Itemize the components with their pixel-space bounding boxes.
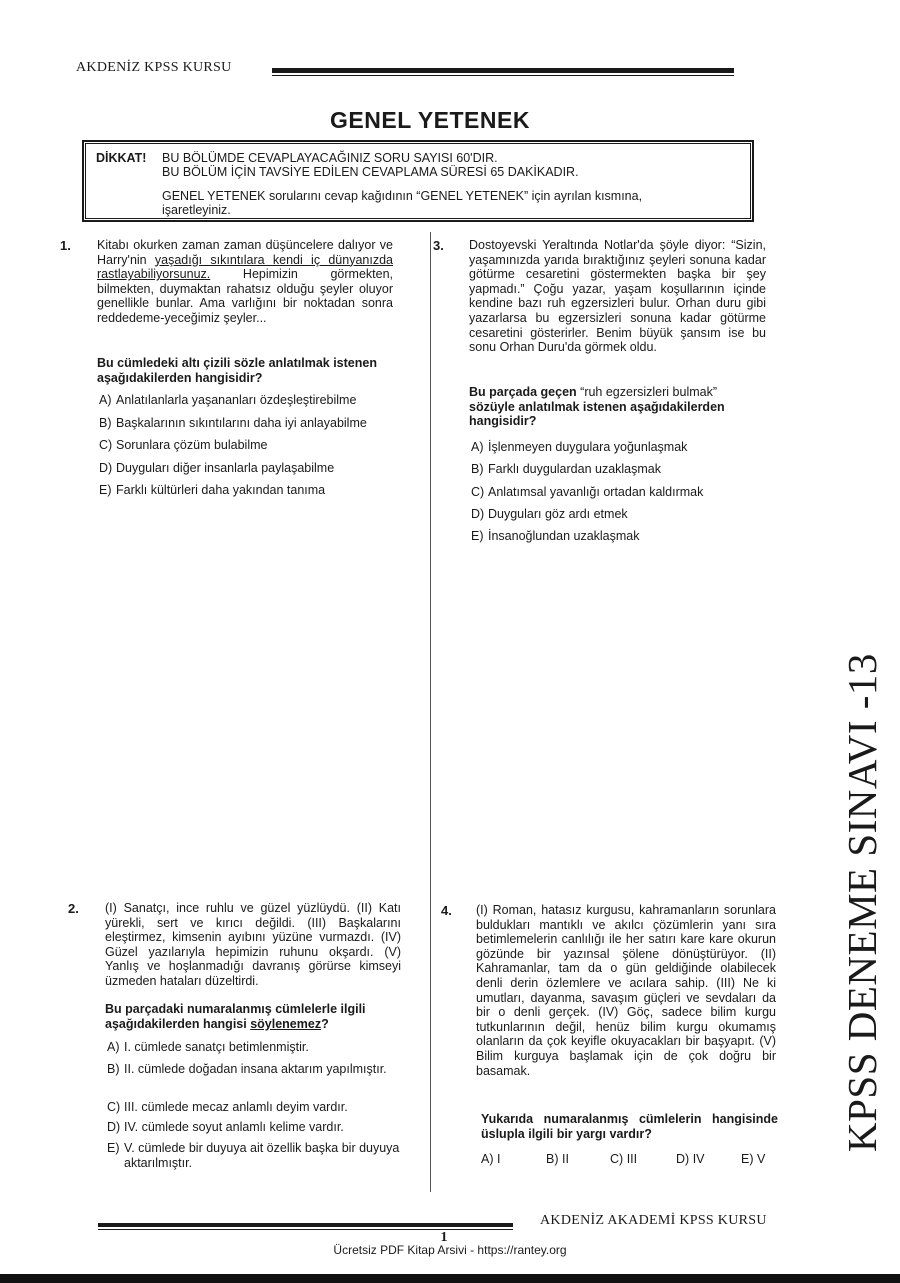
question-4-option-d[interactable]: D) IV <box>676 1152 705 1166</box>
footer-academy-name: AKDENİZ AKADEMİ KPSS KURSU <box>540 1213 767 1228</box>
header-rule <box>272 68 734 73</box>
question-3-option-d[interactable]: D) Duyguları göz ardı etmek <box>471 507 628 521</box>
notice-line-1: BU BÖLÜMDE CEVAPLAYACAĞINIZ SORU SAYISI 60'DIR. <box>162 151 498 165</box>
question-4-option-e[interactable]: E) V <box>741 1152 766 1166</box>
question-3-quoted-phrase: “ruh egzersizleri bulmak” <box>580 385 718 399</box>
question-3-text: Dostoyevski Yeraltında Notlar'da şöyle diyor: “Sizin, yaşamınızda yarıda bıraktığınız şeyleri sonuna kadar götürme cesaretini göstermekten başka bir şey yapmadı.” Çoğu yazar, yaşam koşullarının içinde kendine bazı ruh egzersizleri bulur. Orhan duru gibi yazarlarsa bu egzersizleri sonuna kadar götürme cesaretini gösterirler. Benim büyük şansım ise bu sonu Orhan Duru'da görmek oldu. <box>469 238 766 355</box>
question-2-option-e[interactable]: E) V. cümlede bir duyuya ait özellik başka bir duyuya aktarılmıştır. <box>107 1141 400 1170</box>
question-1-text <box>97 238 393 326</box>
question-1-underlined-phrase: yaşadığı sıkıntılara kendi iç dünyanızda rastlayabiliyorsunuz. <box>97 252 393 282</box>
header-rule-thin <box>272 75 734 76</box>
notice-line-4: işaretleyiniz. <box>162 203 231 217</box>
scan-edge-band <box>0 1274 900 1283</box>
question-4-option-c[interactable]: C) III <box>610 1152 638 1166</box>
question-3-number: 3. <box>433 238 444 253</box>
question-4-option-a[interactable]: A) I <box>481 1152 501 1166</box>
source-note: Ücretsiz PDF Kitap Arsivi - https://rantey.org <box>333 1243 567 1257</box>
question-2-stem: Bu parçadaki numaralanmış cümlelerle ilgili aşağıdakilerden hangisi söylenemez? <box>105 1002 366 1031</box>
question-1-stem: Bu cümledeki altı çizili sözle anlatılmak istenen aşağıdakilerden hangisidir? <box>97 356 377 385</box>
question-3-option-a[interactable]: A) İşlenmeyen duygulara yoğunlaşmak <box>471 440 688 454</box>
question-2-underlined-word: söylenemez <box>250 1016 322 1031</box>
question-1-option-a[interactable]: A) Anlatılanlarla yaşananları özdeşleştirebilme <box>99 393 357 407</box>
question-2-text: (I) Sanatçı, ince ruhlu ve güzel yüzlüydü. (II) Katı yürekli, sert ve kırıcı değildi. (III) Başkalarını eleştirmez, kimsenin ayıbını yüzüne vurmazdı. (IV) Güzel yazılarıyla hepimizin ruhunu okşardı. (V) Yanlış ve hoşlanmadığı davranış görürse kimseyi üzmeden hataları düzeltirdi. <box>105 901 401 988</box>
section-title: GENEL YETENEK <box>330 107 530 133</box>
question-2-option-a[interactable]: A) I. cümlede sanatçı betimlenmiştir. <box>107 1040 309 1054</box>
question-3-option-e[interactable]: E) İnsanoğlundan uzaklaşmak <box>471 529 640 543</box>
notice-line-3: GENEL YETENEK sorularını cevap kağıdının “GENEL YETENEK” için ayrılan kısmına, <box>162 189 643 203</box>
question-4-number: 4. <box>441 903 452 918</box>
question-2-option-b[interactable]: B) II. cümlede doğadan insana aktarım yapılmıştır. <box>107 1062 387 1076</box>
notice-label: DİKKAT! <box>96 151 147 165</box>
side-exam-label: KPSS DENEME SINAVI -13 <box>839 653 885 1152</box>
question-2-option-d[interactable]: D) IV. cümlede soyut anlamlı kelime vardır. <box>107 1120 344 1134</box>
question-3-option-b[interactable]: B) Farklı duygulardan uzaklaşmak <box>471 462 661 476</box>
question-1-text-pre: Kitabı okurken zaman zaman düşüncelere dalıyor ve Harry'nin <box>97 238 393 267</box>
question-3-stem: Bu parçada geçen “ruh egzersizleri bulmak” sözüyle anlatılmak istenen aşağıdakilerden hangisidir? <box>469 385 725 429</box>
header-course-name: AKDENİZ KPSS KURSU <box>76 60 232 75</box>
question-3-option-c[interactable]: C) Anlatımsal yavanlığı ortadan kaldırmak <box>471 485 704 499</box>
question-2-number: 2. <box>68 901 79 916</box>
footer-rule <box>98 1223 513 1227</box>
question-4-text: (I) Roman, hatasız kurgusu, kahramanların sorunlara buldukları mantıklı ve akılcı çözümlerin yanı sıra betimlemelerin canlılığı ile her satırı kare kare okurun gözünde bir yazınsal şölene dönüştürüyor. (II) Kahramanlar, tam da o gün geldiğinde olabilecek denli derin özlemlere ve acılara sahip. (III) Ne ki umutları, dayanma, savaşım güçleri ve sevdaları da bir o denli gerçek. (IV) Göç, sadece bilim kurgu tutkunlarının değil, henüz bilim kurgu okumamış olanların da çok keyifle okuyacakları bir başyapıt. (V) Bilim kurguya başlamak için de çok doğru bir basamak. <box>476 903 776 1078</box>
question-1-text-post: Hepimizin görmekten, bilmekten, duymaktan rahatsız olduğu şeyler oluyor genellikle bunlar. Ama varlığını bir noktadan sonra reddedeme-yeceğimiz şeyler... <box>97 267 393 325</box>
question-1-option-b[interactable]: B) Başkalarının sıkıntılarını daha iyi anlayabilme <box>99 416 367 430</box>
page-number: 1 <box>440 1230 448 1245</box>
notice-line-2: BU BÖLÜM İÇİN TAVSİYE EDİLEN CEVAPLAMA SÜRESİ 65 DAKİKADIR. <box>162 165 579 179</box>
question-4-option-b[interactable]: B) II <box>546 1152 569 1166</box>
column-divider <box>430 232 431 1192</box>
question-1-option-c[interactable]: C) Sorunlara çözüm bulabilme <box>99 438 268 452</box>
question-1-number: 1. <box>60 238 71 253</box>
question-1-option-d[interactable]: D) Duyguları diğer insanlarla paylaşabilme <box>99 461 335 475</box>
question-1-option-e[interactable]: E) Farklı kültürleri daha yakından tanıma <box>99 483 326 497</box>
question-2-option-c[interactable]: C) III. cümlede mecaz anlamlı deyim vardır. <box>107 1100 348 1114</box>
question-4-stem: Yukarıda numaralanmış cümlelerin hangisinde üslupla ilgili bir yargı vardır? <box>481 1112 778 1141</box>
